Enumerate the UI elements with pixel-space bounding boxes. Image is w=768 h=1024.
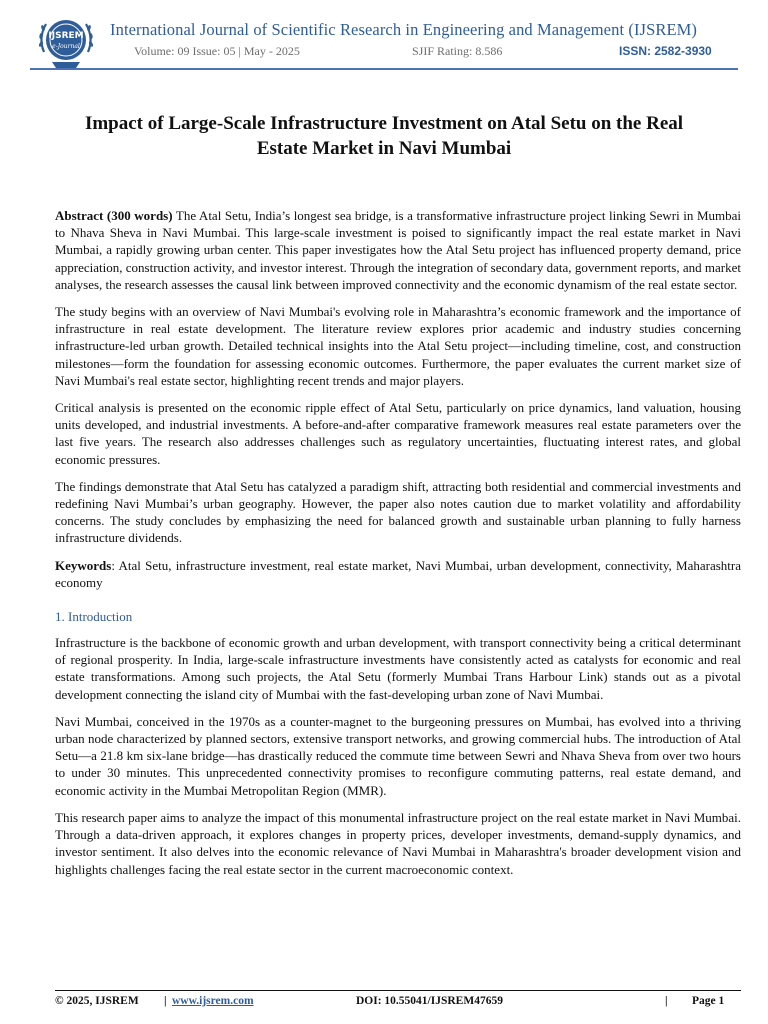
- paper-title: Impact of Large-Scale Infrastructure Investment on Atal Setu on the Real Estate Market in Navi Mumbai: [84, 112, 684, 159]
- svg-text:IJSREM: IJSREM: [48, 31, 84, 41]
- abstract-text-1: The Atal Setu, India’s longest sea bridge, is a transformative infrastructure project linking Sewri in Mumbai to Nhava Sheva in Navi Mumbai. This large-scale investment is poised to significantly impact the real estate market in Navi Mumbai, a rapidly growing urban center. This paper investigates how the Atal Setu project has influenced property demand, price appreciation, construction activity, and investor interest. Through the integration of secondary data, government reports, and market analyses, the research assesses the causal link between improved connectivity and the economic dynamism of the real estate sector.: [55, 208, 741, 292]
- keywords-label: Keywords: [55, 557, 112, 573]
- paper-body: [55, 207, 741, 888]
- ijsrem-logo: [34, 12, 98, 72]
- footer-website-link[interactable]: www.ijsrem.com: [172, 995, 254, 1007]
- sjif-rating: SJIF Rating: 8.586: [412, 44, 503, 58]
- volume-info: Volume: 09 Issue: 05 | May - 2025: [134, 44, 300, 58]
- footer-rule: [55, 990, 741, 991]
- keywords-text: : Atal Setu, infrastructure investment, real estate market, Navi Mumbai, urban development, connectivity, Maharashtra economy: [55, 557, 741, 590]
- section-heading-introduction: 1. Introduction: [55, 609, 133, 625]
- abstract-paragraph-2: The study begins with an overview of Navi Mumbai's evolving role in Maharashtra’s economic framework and the importance of infrastructure in real estate development. The literature review explores prior academic and industry studies concerning infrastructure-led urban growth. Detailed technical insights into the Atal Setu project—including timeline, cost, and construction milestones—form the foundation for assessing economic outcomes. Furthermore, the paper evaluates the current market size of Navi Mumbai's real estate sector, highlighting recent trends and major players.: [55, 304, 741, 388]
- page-number: Page 1: [692, 995, 725, 1007]
- journal-name: International Journal of Scientific Research in Engineering and Management (IJSREM): [110, 20, 697, 39]
- header-rule: [30, 68, 738, 70]
- abstract-label: Abstract (300 words): [55, 208, 173, 223]
- footer-separator: |: [164, 995, 167, 1007]
- issn: ISSN: 2582-3930: [619, 44, 712, 58]
- keywords: [55, 557, 741, 591]
- intro-paragraph-2: Navi Mumbai, conceived in the 1970s as a counter-magnet to the burgeoning pressures on Mumbai, has evolved into a thriving urban node characterized by planned sectors, extensive transport networks, and growing commercial hubs. The introduction of Atal Setu—a 21.8 km six-lane bridge—has drastically reduced the commute time between Sewri and Nhava Sheva from over two hours to under 30 minutes. This unprecedented connectivity promises to reconfigure commuting patterns, real estate demand, and economic activity in the Mumbai Metropolitan Region (MMR).: [55, 713, 741, 798]
- intro-paragraph-3: This research paper aims to analyze the impact of this monumental infrastructure project on the real estate market in Navi Mumbai. Through a data-driven approach, it explores changes in property prices, developer investments, demand-supply dynamics, and investor sentiment. It also delves into the economic relevance of Navi Mumbai in Maharashtra's broader development vision and highlights challenges facing the real estate sector in the current macroeconomic context.: [55, 809, 741, 877]
- svg-text:e-Journal: e-Journal: [52, 43, 80, 50]
- journal-header: [0, 0, 768, 80]
- footer-separator: |: [665, 995, 668, 1007]
- abstract-paragraph-1: [55, 207, 741, 293]
- footer-copyright: © 2025, IJSREM: [55, 995, 139, 1007]
- intro-paragraph-1: Infrastructure is the backbone of economic growth and urban development, with transport connectivity being a critical determinant of regional prosperity. In India, large-scale infrastructure investments have consistently acted as catalysts for economic and real estate transformations. Among such projects, the Atal Setu (formerly Mumbai Trans Harbour Link) stands out as a pivotal development connecting the island city of Mumbai with the fast-developing urban zone of Navi Mumbai.: [55, 635, 741, 702]
- footer-doi: DOI: 10.55041/IJSREM47659: [356, 995, 503, 1007]
- abstract-paragraph-4: The findings demonstrate that Atal Setu has catalyzed a paradigm shift, attracting both residential and commercial investments and redefining Navi Mumbai’s urban geography. However, the paper also notes caution due to market volatility and affordability concerns. The study concludes by emphasizing the need for balanced growth and sustainable urban planning to fully harness infrastructure dividends.: [55, 478, 741, 546]
- abstract-paragraph-3: Critical analysis is presented on the economic ripple effect of Atal Setu, particularly on price dynamics, land valuation, housing units developed, and industrial investments. A before-and-after comparative framework measures real estate parameters over the last five years. The research also addresses challenges such as regulatory uncertainties, fluctuating interest rates, and global economic pressures.: [55, 400, 741, 467]
